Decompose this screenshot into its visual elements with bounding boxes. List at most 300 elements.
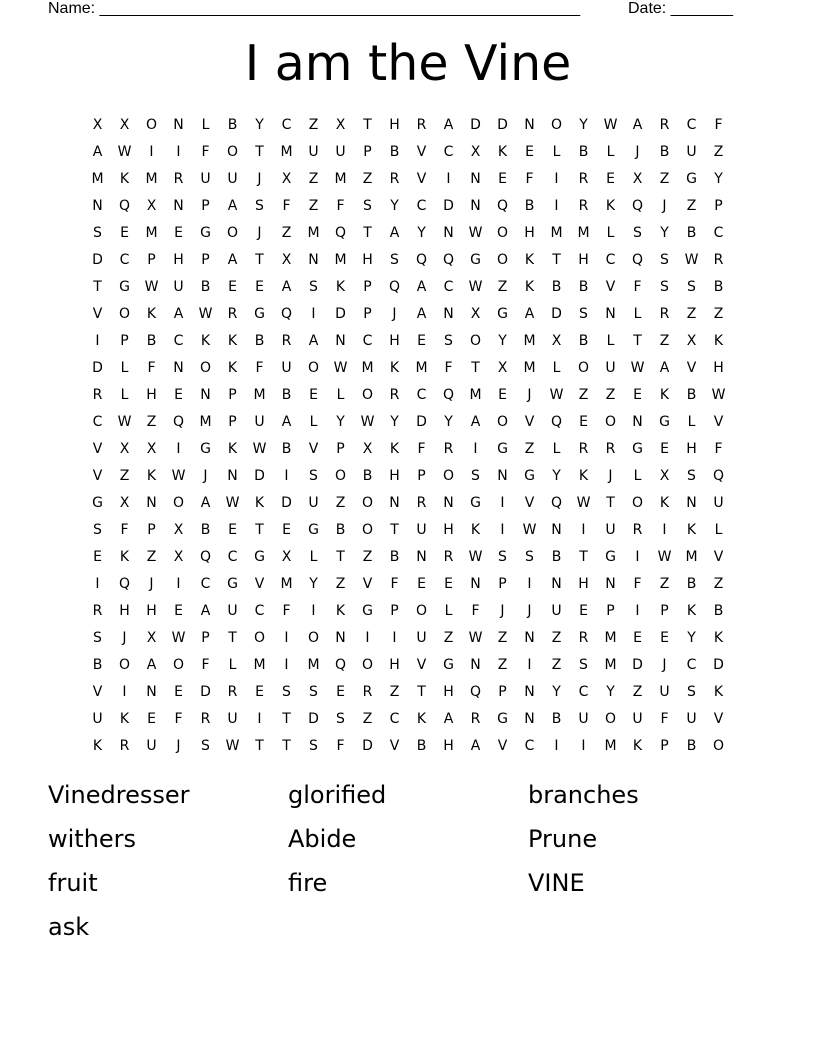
grid-letter: A	[173, 306, 184, 322]
grid-letter: L	[120, 360, 129, 376]
grid-letter: Y	[552, 468, 561, 484]
grid-letter: R	[578, 198, 589, 214]
grid-letter: U	[578, 711, 589, 727]
grid-letter: G	[632, 441, 643, 457]
grid-letter: M	[280, 144, 293, 160]
grid-letter: A	[92, 144, 103, 160]
word-bank-item: fire	[288, 869, 328, 897]
grid-letter: U	[416, 630, 427, 646]
grid-letter: O	[361, 657, 374, 673]
grid-letter: E	[255, 684, 264, 700]
grid-letter: K	[146, 306, 157, 322]
grid-letter: S	[660, 279, 669, 295]
grid-letter: W	[684, 252, 699, 268]
grid-letter: R	[632, 522, 643, 538]
grid-row	[84, 221, 734, 248]
grid-letter: H	[389, 657, 400, 673]
grid-letter: E	[336, 684, 345, 700]
grid-letter: Z	[146, 549, 157, 565]
grid-letter: E	[174, 387, 183, 403]
grid-letter: X	[146, 630, 157, 646]
grid-letter: Z	[659, 576, 670, 592]
grid-letter: I	[257, 711, 262, 727]
grid-letter: P	[336, 441, 345, 457]
grid-letter: P	[498, 684, 507, 700]
grid-letter: K	[497, 144, 508, 160]
grid-letter: H	[146, 603, 157, 619]
grid-letter: J	[527, 387, 532, 403]
grid-letter: U	[281, 360, 292, 376]
grid-letter: Z	[362, 549, 373, 565]
grid-letter: X	[146, 441, 157, 457]
grid-letter: F	[255, 360, 264, 376]
grid-letter: R	[713, 252, 724, 268]
grid-letter: N	[497, 468, 508, 484]
grid-letter: T	[282, 711, 291, 727]
grid-letter: D	[92, 252, 103, 268]
grid-letter: S	[525, 549, 534, 565]
grid-letter: T	[579, 549, 588, 565]
grid-letter: U	[686, 144, 697, 160]
grid-letter: I	[176, 144, 181, 160]
grid-letter: T	[336, 549, 345, 565]
grid-letter: G	[92, 495, 103, 511]
grid-letter: E	[498, 387, 507, 403]
grid-letter: N	[632, 414, 643, 430]
grid-letter: D	[632, 657, 643, 673]
grid-letter: G	[119, 279, 130, 295]
grid-letter: I	[635, 549, 640, 565]
grid-letter: R	[578, 630, 589, 646]
grid-letter: C	[389, 711, 400, 727]
grid-letter: J	[257, 171, 262, 187]
grid-letter: U	[200, 171, 211, 187]
grid-letter: V	[497, 738, 508, 754]
grid-letter: P	[147, 252, 156, 268]
grid-letter: H	[443, 522, 454, 538]
grid-letter: Q	[280, 306, 293, 322]
grid-letter: L	[606, 144, 615, 160]
word-bank-item: Prune	[528, 825, 598, 853]
grid-letter: V	[92, 306, 103, 322]
grid-letter: J	[257, 225, 262, 241]
grid-row	[84, 599, 734, 626]
grid-letter: J	[392, 306, 397, 322]
grid-letter: B	[551, 711, 562, 727]
letter-grid	[84, 113, 734, 761]
grid-letter: E	[147, 711, 156, 727]
grid-row	[84, 464, 734, 491]
grid-letter: W	[657, 549, 672, 565]
grid-letter: H	[578, 252, 589, 268]
grid-letter: V	[605, 279, 616, 295]
grid-row	[84, 383, 734, 410]
grid-letter: B	[713, 603, 724, 619]
grid-letter: S	[93, 225, 102, 241]
grid-letter: T	[228, 630, 237, 646]
grid-letter: L	[552, 441, 561, 457]
grid-letter: E	[120, 225, 129, 241]
grid-letter: X	[470, 144, 481, 160]
grid-letter: B	[362, 468, 373, 484]
grid-letter: W	[252, 441, 267, 457]
grid-letter: Q	[334, 657, 347, 673]
grid-letter: N	[200, 387, 211, 403]
grid-letter: W	[144, 279, 159, 295]
grid-letter: F	[471, 603, 480, 619]
grid-letter: I	[284, 657, 289, 673]
grid-letter: K	[335, 279, 346, 295]
grid-letter: I	[554, 738, 559, 754]
grid-letter: K	[119, 171, 130, 187]
grid-letter: D	[470, 117, 481, 133]
grid-letter: V	[92, 468, 103, 484]
grid-letter: C	[92, 414, 103, 430]
grid-letter: F	[336, 198, 345, 214]
grid-letter: B	[227, 117, 238, 133]
grid-letter: N	[524, 684, 535, 700]
grid-letter: M	[604, 630, 617, 646]
grid-letter: N	[686, 495, 697, 511]
grid-letter: M	[550, 225, 563, 241]
grid-letter: U	[227, 603, 238, 619]
grid-letter: U	[335, 144, 346, 160]
grid-letter: J	[662, 198, 667, 214]
grid-letter: K	[659, 387, 670, 403]
grid-letter: A	[227, 252, 238, 268]
grid-letter: S	[444, 333, 453, 349]
grid-letter: B	[335, 522, 346, 538]
grid-letter: N	[470, 198, 481, 214]
grid-letter: E	[228, 522, 237, 538]
grid-letter: M	[361, 360, 374, 376]
grid-letter: F	[633, 279, 642, 295]
grid-letter: V	[254, 576, 265, 592]
grid-letter: O	[712, 738, 725, 754]
grid-letter: C	[524, 738, 535, 754]
page-title: I am the Vine	[244, 35, 572, 92]
grid-letter: T	[282, 738, 291, 754]
grid-letter: R	[281, 333, 292, 349]
grid-letter: I	[149, 144, 154, 160]
grid-letter: X	[362, 441, 373, 457]
grid-letter: Q	[631, 198, 644, 214]
grid-letter: Q	[415, 252, 428, 268]
grid-letter: I	[635, 603, 640, 619]
grid-letter: N	[227, 468, 238, 484]
grid-letter: P	[201, 252, 210, 268]
grid-letter: S	[336, 711, 345, 727]
grid-letter: Y	[390, 414, 399, 430]
grid-letter: N	[389, 495, 400, 511]
grid-row	[84, 491, 734, 518]
grid-letter: R	[92, 387, 103, 403]
grid-letter: W	[468, 630, 483, 646]
grid-letter: O	[334, 468, 347, 484]
grid-letter: W	[468, 279, 483, 295]
grid-letter: Q	[199, 549, 212, 565]
grid-letter: C	[416, 198, 427, 214]
grid-letter: O	[361, 387, 374, 403]
grid-letter: Z	[443, 630, 454, 646]
grid-letter: I	[176, 441, 181, 457]
grid-letter: Z	[308, 171, 319, 187]
grid-row	[84, 734, 734, 761]
grid-letter: C	[173, 333, 184, 349]
grid-letter: X	[335, 117, 346, 133]
grid-letter: F	[336, 738, 345, 754]
grid-letter: U	[659, 684, 670, 700]
grid-letter: Z	[335, 576, 346, 592]
grid-letter: F	[390, 576, 399, 592]
grid-letter: M	[145, 225, 158, 241]
grid-letter: H	[389, 117, 400, 133]
grid-letter: D	[713, 657, 724, 673]
grid-letter: Y	[498, 333, 507, 349]
name-line: Name: ______________________________________________________	[48, 0, 581, 17]
grid-letter: S	[93, 630, 102, 646]
grid-letter: B	[659, 144, 670, 160]
grid-letter: B	[389, 549, 400, 565]
grid-letter: W	[171, 468, 186, 484]
grid-row	[84, 194, 734, 221]
grid-letter: S	[93, 522, 102, 538]
grid-letter: R	[389, 171, 400, 187]
grid-letter: I	[95, 333, 100, 349]
grid-letter: W	[711, 387, 726, 403]
grid-letter: G	[227, 576, 238, 592]
grid-letter: E	[282, 522, 291, 538]
grid-letter: I	[122, 684, 127, 700]
grid-letter: M	[469, 387, 482, 403]
grid-letter: Z	[497, 630, 508, 646]
grid-letter: N	[605, 306, 616, 322]
grid-letter: S	[579, 306, 588, 322]
grid-letter: U	[605, 360, 616, 376]
grid-letter: P	[390, 603, 399, 619]
grid-letter: J	[122, 630, 127, 646]
grid-letter: R	[119, 738, 130, 754]
grid-letter: R	[389, 387, 400, 403]
grid-letter: Z	[686, 306, 697, 322]
grid-letter: K	[713, 684, 724, 700]
grid-letter: O	[145, 117, 158, 133]
grid-letter: W	[333, 360, 348, 376]
grid-letter: S	[201, 738, 210, 754]
grid-letter: F	[444, 360, 453, 376]
grid-letter: Q	[550, 414, 563, 430]
grid-letter: K	[686, 522, 697, 538]
grid-letter: X	[470, 306, 481, 322]
grid-letter: U	[227, 711, 238, 727]
grid-letter: M	[307, 225, 320, 241]
grid-letter: S	[633, 225, 642, 241]
grid-letter: Z	[362, 711, 373, 727]
grid-letter: N	[146, 684, 157, 700]
grid-letter: Y	[390, 198, 399, 214]
grid-letter: S	[687, 684, 696, 700]
grid-letter: K	[524, 279, 535, 295]
grid-letter: R	[659, 306, 670, 322]
grid-letter: Q	[388, 279, 401, 295]
grid-letter: Z	[578, 387, 589, 403]
grid-letter: R	[227, 684, 238, 700]
grid-letter: D	[443, 198, 454, 214]
date-line: Date: _______	[628, 0, 733, 17]
grid-letter: Z	[686, 198, 697, 214]
grid-letter: P	[660, 738, 669, 754]
grid-letter: W	[198, 306, 213, 322]
grid-letter: Q	[631, 252, 644, 268]
grid-letter: B	[551, 549, 562, 565]
grid-letter: H	[362, 252, 373, 268]
grid-letter: V	[416, 657, 427, 673]
grid-letter: I	[581, 738, 586, 754]
grid-letter: E	[525, 144, 534, 160]
grid-letter: X	[497, 360, 508, 376]
grid-letter: R	[578, 171, 589, 187]
grid-letter: L	[120, 387, 129, 403]
word-bank	[48, 778, 768, 954]
grid-letter: R	[416, 495, 427, 511]
grid-letter: C	[227, 549, 238, 565]
grid-letter: Z	[713, 144, 724, 160]
grid-letter: F	[174, 711, 183, 727]
grid-letter: C	[686, 117, 697, 133]
grid-letter: E	[606, 171, 615, 187]
grid-letter: P	[606, 603, 615, 619]
grid-row	[84, 275, 734, 302]
grid-letter: X	[119, 117, 130, 133]
grid-letter: D	[254, 468, 265, 484]
grid-letter: Z	[713, 576, 724, 592]
grid-letter: S	[309, 684, 318, 700]
grid-letter: I	[500, 522, 505, 538]
grid-letter: K	[713, 333, 724, 349]
grid-letter: U	[632, 711, 643, 727]
grid-letter: X	[173, 522, 184, 538]
grid-letter: W	[117, 414, 132, 430]
grid-letter: Q	[334, 225, 347, 241]
grid-letter: T	[471, 360, 480, 376]
grid-letter: H	[443, 684, 454, 700]
grid-letter: B	[686, 387, 697, 403]
grid-letter: V	[416, 171, 427, 187]
grid-letter: D	[335, 306, 346, 322]
grid-letter: H	[578, 576, 589, 592]
grid-letter: I	[527, 657, 532, 673]
grid-letter: E	[309, 387, 318, 403]
grid-letter: L	[201, 117, 210, 133]
grid-letter: E	[417, 333, 426, 349]
grid-letter: O	[469, 333, 482, 349]
grid-letter: N	[146, 495, 157, 511]
grid-letter: D	[362, 738, 373, 754]
grid-letter: F	[282, 198, 291, 214]
grid-letter: C	[362, 333, 373, 349]
grid-letter: S	[471, 468, 480, 484]
grid-letter: P	[228, 414, 237, 430]
grid-letter: B	[686, 576, 697, 592]
grid-letter: S	[282, 684, 291, 700]
grid-letter: N	[470, 657, 481, 673]
grid-letter: B	[578, 144, 589, 160]
grid-letter: G	[497, 441, 508, 457]
grid-letter: C	[281, 117, 292, 133]
grid-letter: V	[713, 414, 724, 430]
grid-letter: E	[633, 630, 642, 646]
grid-letter: W	[468, 549, 483, 565]
grid-letter: V	[524, 414, 535, 430]
grid-letter: H	[146, 387, 157, 403]
grid-letter: E	[660, 630, 669, 646]
grid-letter: I	[284, 468, 289, 484]
grid-letter: E	[444, 576, 453, 592]
grid-letter: P	[147, 522, 156, 538]
grid-letter: I	[473, 441, 478, 457]
grid-letter: I	[311, 306, 316, 322]
grid-letter: X	[92, 117, 103, 133]
grid-letter: K	[254, 495, 265, 511]
grid-letter: G	[200, 225, 211, 241]
grid-letter: P	[201, 198, 210, 214]
grid-letter: I	[95, 576, 100, 592]
grid-letter: V	[362, 576, 373, 592]
grid-letter: Q	[550, 495, 563, 511]
grid-letter: N	[308, 252, 319, 268]
grid-letter: M	[307, 657, 320, 673]
grid-letter: W	[522, 522, 537, 538]
grid-letter: P	[201, 630, 210, 646]
grid-letter: V	[389, 738, 400, 754]
grid-row	[84, 140, 734, 167]
grid-letter: B	[416, 738, 427, 754]
grid-row	[84, 707, 734, 734]
grid-letter: L	[228, 657, 237, 673]
grid-letter: B	[146, 333, 157, 349]
grid-row	[84, 113, 734, 140]
grid-letter: F	[714, 117, 723, 133]
grid-letter: Q	[496, 198, 509, 214]
grid-letter: A	[389, 225, 400, 241]
grid-letter: O	[442, 468, 455, 484]
grid-letter: L	[633, 306, 642, 322]
grid-row	[84, 329, 734, 356]
grid-letter: E	[174, 603, 183, 619]
grid-letter: R	[362, 684, 373, 700]
grid-letter: G	[659, 414, 670, 430]
grid-letter: M	[334, 171, 347, 187]
grid-letter: J	[176, 738, 181, 754]
grid-letter: D	[551, 306, 562, 322]
grid-letter: K	[713, 630, 724, 646]
grid-letter: I	[392, 630, 397, 646]
grid-letter: N	[173, 198, 184, 214]
grid-letter: G	[308, 522, 319, 538]
grid-letter: G	[686, 171, 697, 187]
grid-letter: E	[579, 414, 588, 430]
grid-letter: E	[498, 171, 507, 187]
grid-letter: E	[417, 576, 426, 592]
grid-letter: O	[577, 360, 590, 376]
grid-letter: Y	[255, 117, 264, 133]
grid-letter: O	[604, 711, 617, 727]
grid-letter: V	[92, 684, 103, 700]
grid-letter: A	[443, 711, 454, 727]
grid-letter: R	[416, 117, 427, 133]
grid-letter: R	[443, 549, 454, 565]
grid-letter: W	[225, 495, 240, 511]
